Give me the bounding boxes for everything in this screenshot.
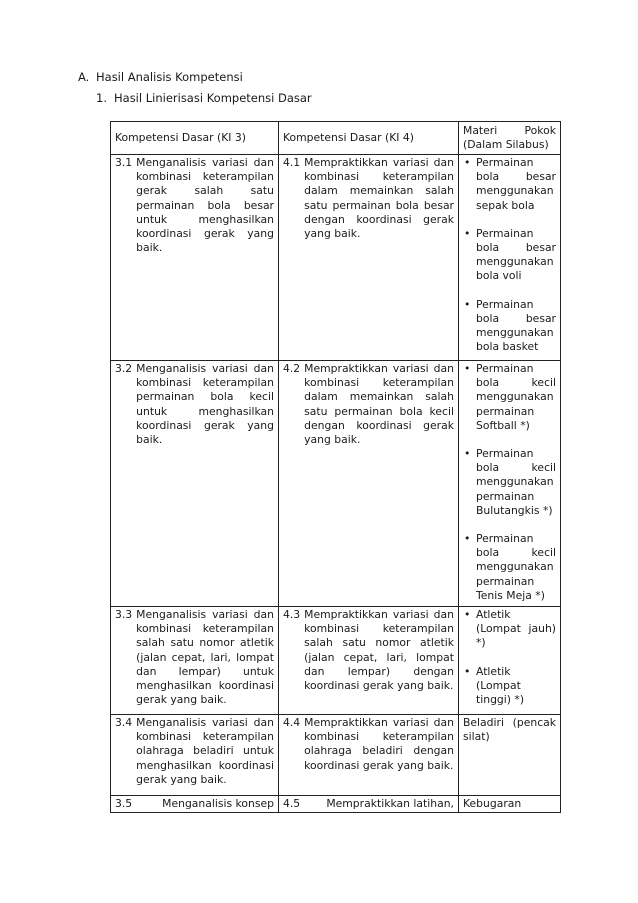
table-row (111, 155, 561, 361)
ki3-text: Menganalisis konsep (162, 797, 274, 811)
ki3-number: 3.4 (115, 716, 133, 730)
ki4-text: Mempraktikkan variasi dan kombinasi keterampilan olahraga beladiri dengan koordinasi gerak yang baik. (304, 716, 454, 772)
ki4-number: 4.3 (283, 608, 301, 622)
ki3-text: Menganalisis variasi dan kombinasi keterampilan gerak salah satu permainan bola besar untuk menghasilkan koordinasi gerak yang baik. (136, 156, 274, 255)
ki4-cell (279, 155, 459, 361)
ki4-cell (279, 796, 459, 813)
ki3-number: 3.1 (115, 156, 133, 169)
materi-cell (459, 715, 561, 796)
materi-item: • Atletik (Lompat tinggi) *) (463, 665, 556, 708)
section-label: A. (78, 70, 90, 84)
materi-cell (459, 796, 561, 813)
table-row (111, 715, 561, 796)
ki4-cell (279, 607, 459, 715)
section-heading (78, 70, 243, 84)
ki3-cell (111, 361, 279, 607)
materi-cell (459, 155, 561, 361)
ki4-text: Mempraktikkan variasi dan kombinasi keterampilan salah satu nomor atletik (jalan cepat, lari, lompat dan lempar) dengan koordinasi gerak yang baik. (304, 608, 454, 693)
materi-item: • Permainan bola besar menggunakan bola voli (463, 227, 556, 284)
ki4-cell (279, 715, 459, 796)
ki3-text: Menganalisis variasi dan kombinasi keterampilan permainan bola kecil untuk menghasilkan koordinasi gerak yang baik. (136, 362, 274, 447)
header-ki3: Kompetensi Dasar (KI 3) (111, 122, 279, 155)
subsection-heading (96, 91, 312, 105)
materi-item: • Permainan bola kecil menggunakan permainan Bulutangkis *) (463, 447, 556, 518)
ki4-text: Mempraktikkan variasi dan kombinasi keterampilan dalam memainkan salah satu permainan bola kecil dengan koordinasi gerak yang baik. (304, 362, 454, 447)
materi-text: Beladiri (pencak silat) (463, 716, 556, 744)
table-row (111, 361, 561, 607)
subsection-title: Hasil Linierisasi Kompetensi Dasar (114, 91, 312, 105)
ki4-number: 4.5 (283, 797, 301, 811)
ki4-text: Mempraktikkan variasi dan kombinasi keterampilan dalam memainkan salah satu permainan bola besar dengan koordinasi gerak yang baik. (304, 156, 454, 241)
ki4-cell (279, 361, 459, 607)
ki4-text: Mempraktikkan latihan, (326, 797, 454, 811)
table-header-row (111, 122, 561, 155)
ki4-number: 4.1 (283, 156, 301, 169)
materi-item: • Permainan bola besar menggunakan sepak bola (463, 156, 556, 213)
competency-table (110, 121, 561, 813)
ki3-cell (111, 715, 279, 796)
ki3-text: Menganalisis variasi dan kombinasi keterampilan olahraga beladiri untuk menghasilkan koordinasi gerak yang baik. (136, 716, 274, 786)
ki4-number: 4.2 (283, 362, 301, 375)
materi-cell (459, 361, 561, 607)
section-title: Hasil Analisis Kompetensi (96, 70, 243, 84)
materi-item: • Permainan bola kecil menggunakan permainan Tenis Meja *) (463, 532, 556, 603)
subsection-label: 1. (96, 91, 107, 105)
materi-item: • Atletik (Lompat jauh) *) (463, 608, 556, 651)
table-row (111, 796, 561, 813)
materi-item: • Permainan bola besar menggunakan bola basket (463, 298, 556, 355)
header-ki4: Kompetensi Dasar (KI 4) (279, 122, 459, 155)
ki3-number: 3.2 (115, 362, 133, 375)
materi-item: • Permainan bola kecil menggunakan permainan Softball *) (463, 362, 556, 433)
ki3-number: 3.3 (115, 608, 133, 622)
materi-text: Kebugaran (463, 797, 522, 811)
ki3-text: Menganalisis variasi dan kombinasi keterampilan salah satu nomor atletik (jalan cepat, lari, lompat dan lempar) untuk menghasilkan koordinasi gerak yang baik. (136, 608, 274, 707)
materi-cell (459, 607, 561, 715)
header-materi: Materi Pokok (Dalam Silabus) (459, 122, 561, 155)
ki3-number: 3.5 (115, 797, 133, 811)
ki3-cell (111, 607, 279, 715)
table-row (111, 607, 561, 715)
ki4-number: 4.4 (283, 716, 301, 730)
ki3-cell (111, 155, 279, 361)
ki3-cell (111, 796, 279, 813)
